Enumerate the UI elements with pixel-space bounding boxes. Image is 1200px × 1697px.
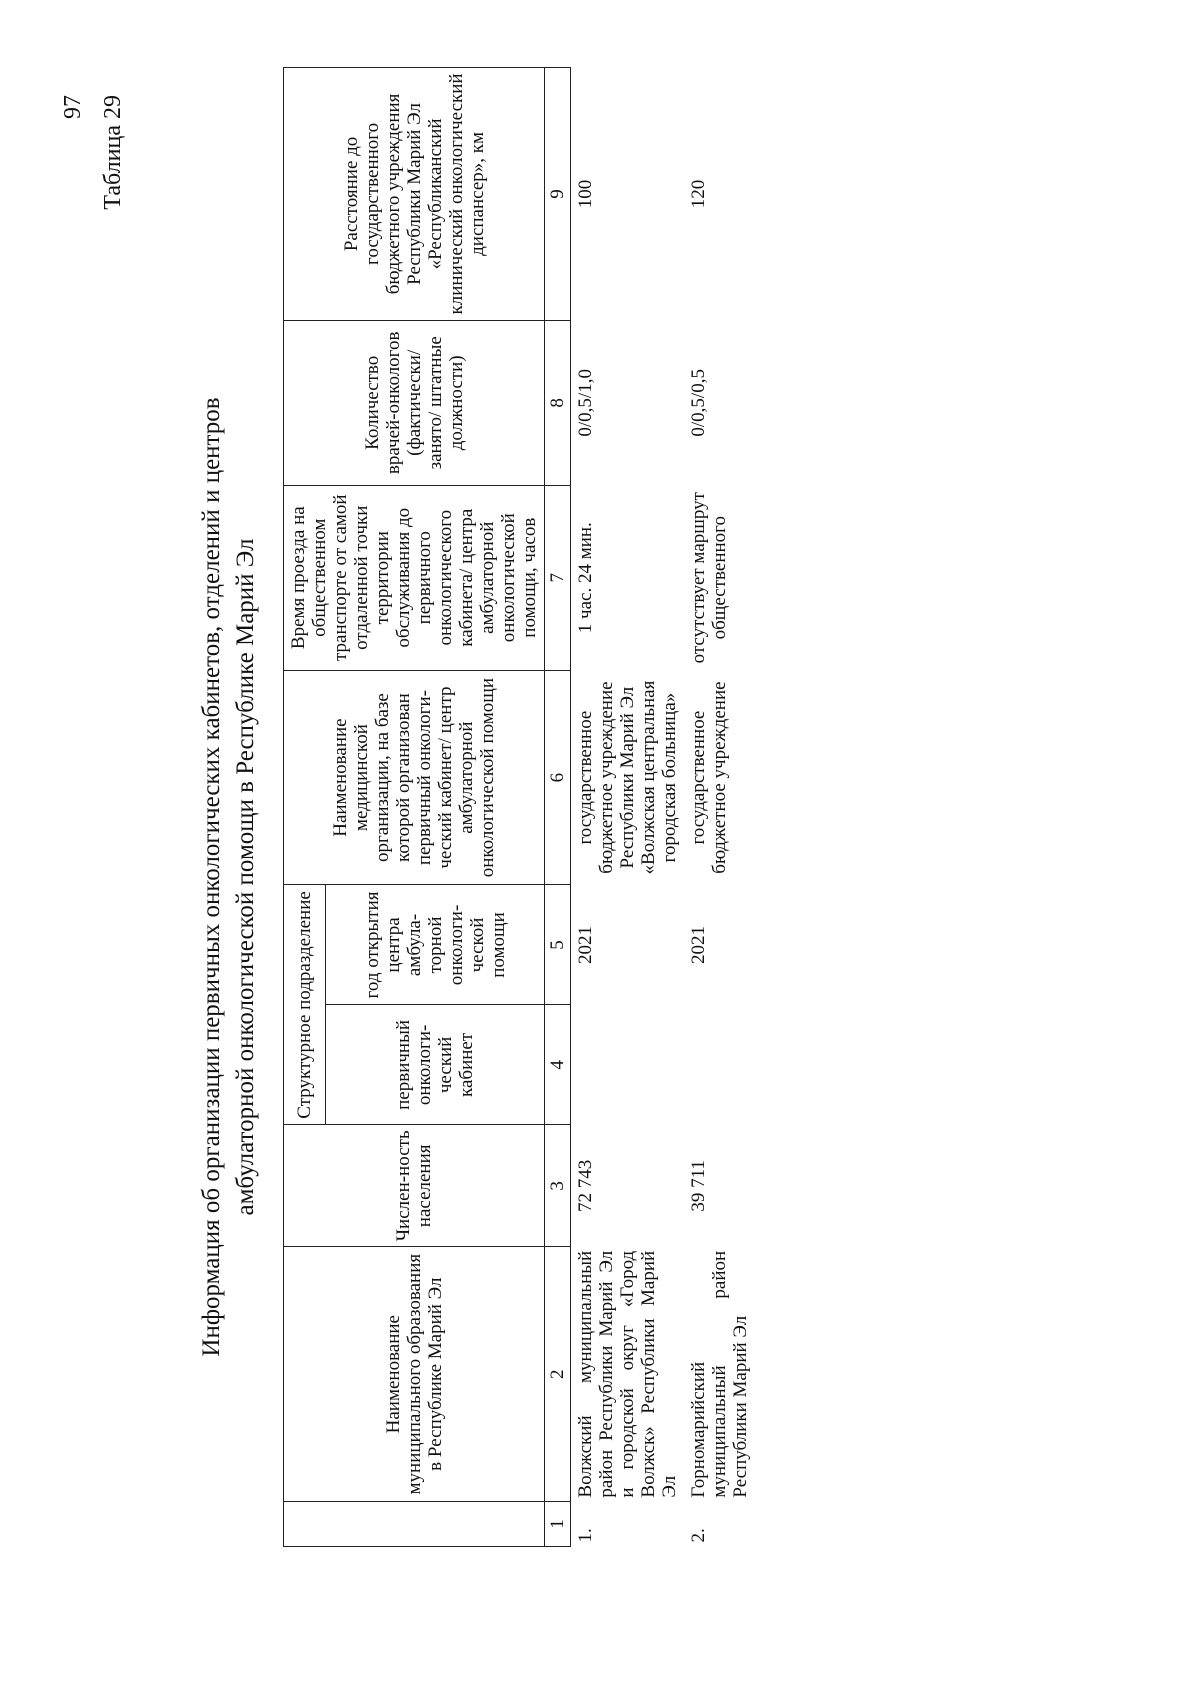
column-number: 5 [545,885,571,1005]
column-number: 7 [545,485,571,670]
opening-year: 2021 [688,925,709,964]
travel-time: отсутствует маршрут общественного [688,492,730,664]
oncology-table [283,67,755,1547]
header-row-1 [284,68,326,1547]
doctor-count: 0/0,5/1,0 [575,369,596,437]
title-line-2: амбулаторной онкологической помощи в Республике Марий Эл [232,538,259,1216]
table-row [571,68,685,1547]
column-number: 1 [545,1502,571,1547]
column-number: 2 [545,1247,571,1502]
header-col-4: первичный онкологи-ческий кабинет [326,1005,545,1125]
header-col-1 [284,1502,545,1547]
header-col-3: Числен-ность населения [284,1125,545,1247]
doctor-count: 0/0,5/0,5 [688,369,709,437]
header-col-5: год открытия центра амбула-торной онкологи-ческой помощи [326,885,545,1005]
cabinet [571,1005,685,1125]
opening-year: 2021 [575,925,596,964]
medical-organization: государственное бюджетное учреждение [688,681,730,874]
population: 72 743 [575,1159,596,1212]
column-number-row [545,68,571,1547]
table-label: Таблица 29 [100,95,126,210]
population: 39 711 [688,1160,709,1212]
title-line-1: Информация об организации первичных онкологических кабинетов, отделений и центров [198,397,225,1357]
table-row [684,68,755,1547]
distance-km: 120 [688,179,709,209]
header-col-2: Наименование муниципального образования в Республике Марий Эл [284,1247,545,1502]
header-col-6: Наименование медицинской организации, на базе которой организован первичный онкологи-ческий кабинет/ центр амбулаторной онкологической помощи [284,670,545,885]
column-number: 3 [545,1125,571,1247]
header-group-4-5: Структурное подразделение [284,885,326,1125]
header-col-8: Количество врачей-онкологов (фактически/ занято/ штатные должности) [284,320,545,485]
page-number: 97 [60,95,86,119]
column-number: 8 [545,320,571,485]
column-number: 9 [545,68,571,321]
header-col-7: Время проезда на общественном транспорте от самой отдаленной точки территории обслуживания до первичного онкологического кабинета/ центра амбулаторной онкологической помощи, часов [284,485,545,670]
travel-time: 1 час. 24 мин. [575,522,596,634]
column-number: 6 [545,670,571,885]
cabinet [684,1005,755,1125]
medical-organization: государственное бюджетное учреждение Республики Марий Эл «Волжская центральная городская больница» [575,680,680,875]
document-title [195,227,263,1527]
distance-km: 100 [575,179,596,209]
row-number: 1. [575,1528,596,1543]
municipality-name: Горномарийский муниципальный район Республики Марий Эл [688,1250,751,1498]
municipality-name: Волжский муниципальный район Республики Марий Эл и городской округ «Город Волжск» Республики Марий Эл [575,1250,680,1498]
row-number: 2. [688,1528,709,1543]
header-col-9: Расстояние до государственного бюджетного учреждения Республики Марий Эл «Республиканский клинический онкологический диспансер», км [284,68,545,321]
column-number: 4 [545,1005,571,1125]
